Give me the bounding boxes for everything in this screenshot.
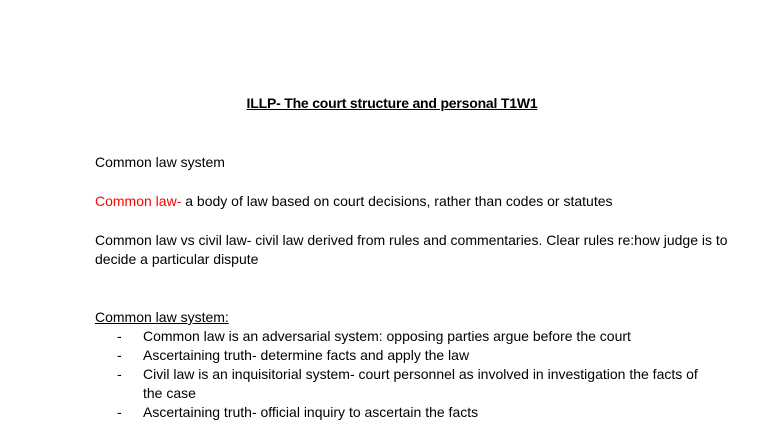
- bullet-list: [95, 327, 715, 422]
- bullet-dash: -: [117, 347, 122, 363]
- list-item-text: Ascertaining truth- official inquiry to ascertain the facts: [143, 404, 479, 420]
- list-item: [95, 346, 715, 365]
- definition-line: [95, 192, 613, 211]
- section-heading-common-law-system: Common law system: [95, 154, 225, 170]
- document-title: ILLP- The court structure and personal T1W1: [246, 95, 538, 111]
- list-item: [95, 403, 715, 422]
- list-item-text: Ascertaining truth- determine facts and apply the law: [143, 347, 470, 363]
- definition-text: a body of law based on court decisions, rather than codes or statutes: [181, 193, 613, 209]
- bullet-dash: -: [117, 404, 122, 420]
- list-item-text: Civil law is an inquisitorial system- court personnel as involved in investigation the facts of the case: [143, 366, 698, 401]
- section-heading-common-law-system-list: Common law system:: [95, 309, 229, 325]
- list-item-text: Common law is an adversarial system: opposing parties argue before the court: [143, 328, 631, 344]
- definition-term: Common law-: [95, 193, 182, 209]
- comparison-paragraph: Common law vs civil law- civil law derived from rules and commentaries. Clear rules re:how judge is to decide a particular dispute: [95, 232, 728, 267]
- bullet-dash: -: [117, 366, 122, 382]
- list-item: [95, 327, 715, 346]
- list-item: [95, 365, 715, 403]
- bullet-dash: -: [117, 328, 122, 344]
